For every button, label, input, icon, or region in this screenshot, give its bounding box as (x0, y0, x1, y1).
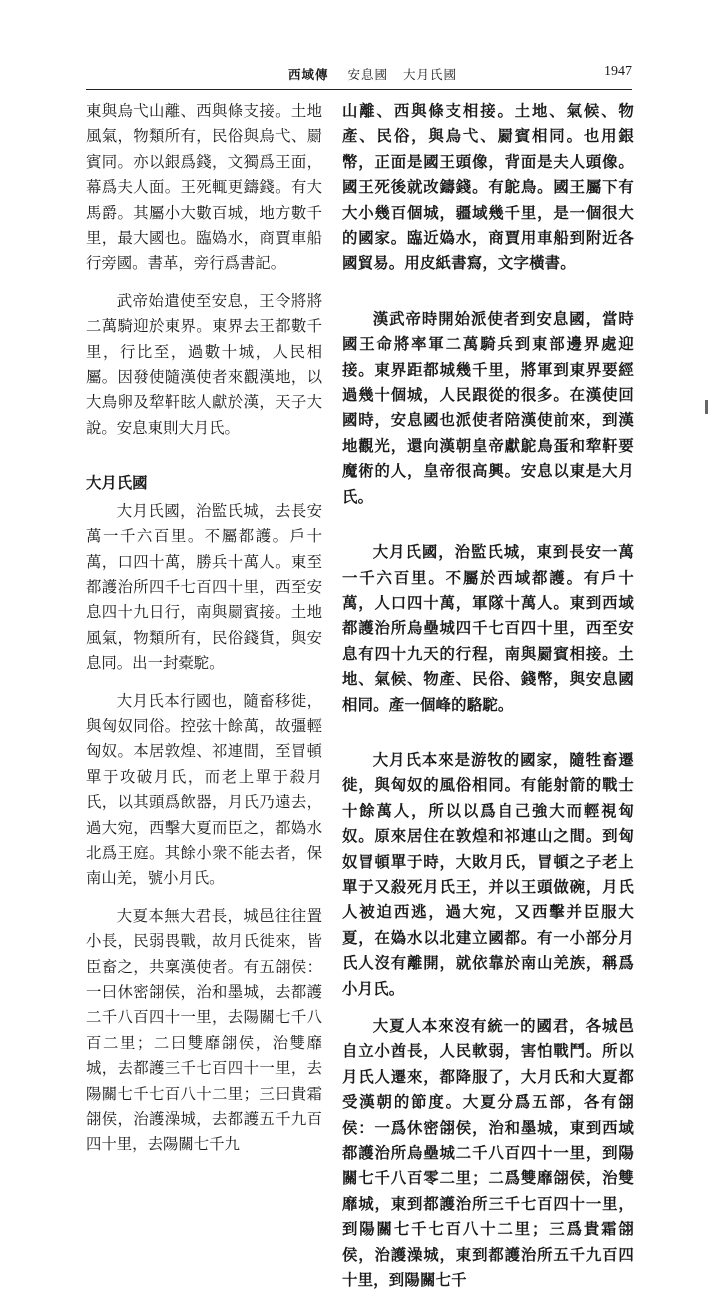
translation-paragraph: 大月氏本來是游牧的國家，隨牲畜遷徙，與匈奴的風俗相同。有能射箭的戰士十餘萬人，所以以爲自己強大而輕視匈奴。原來居住在敦煌和祁連山之間。到匈奴冒頓單于時，大敗月氏，冒頓之子老上單于又殺死月氏王，并以王頭做碗，月氏人被迫西逃，過大宛，又西擊并臣服大夏，在媯水以北建立國都。有一小部分月氏人沒有離開，就依靠於南山羌族，稱爲小月氏。 (342, 750, 634, 998)
header-section-title: 西域傳 (288, 67, 329, 82)
paragraph-gap (86, 677, 322, 689)
page-edge-mark (705, 400, 708, 414)
translation-paragraph: 漢武帝時開始派使者到安息國，當時國王命將率軍二萬騎兵到東部邊界處迎接。東界距都城幾千里，將軍到東界要經過幾十個城，人民跟從的很多。在漢使回國時，安息國也派使者陪漢使前來，到漢地觀光，還向漢朝皇帝獻鴕鳥蛋和犂靬要魔術的人，皇帝很高興。安息以東是大月氏。 (342, 309, 634, 506)
section-heading: 大月氏國 (86, 474, 148, 493)
paragraph-gap (86, 277, 322, 289)
classical-paragraph: 大月氏本行國也，隨畜移徙，與匈奴同俗。控弦十餘萬，故彊輕匈奴。本居敦煌、祁連間，至冒頓單于攻破月氏，而老上單于殺月氏，以其頭爲飲器，月氏乃遠去，過大宛，西擊大夏而臣之，都媯水北爲王庭。其餘小衆不能去者，保南山羌，號小月氏。 (86, 691, 322, 888)
running-title (288, 65, 467, 83)
running-header (86, 56, 632, 90)
classical-paragraph: 武帝始遣使至安息，王令將將二萬騎迎於東界。東界去王都數千里，行比至，過數十城，人民相屬。因發使隨漢使者來觀漢地，以大鳥卵及犂靬眩人獻於漢，天子大說。安息東則大月氏。 (86, 291, 322, 437)
header-item-anxi: 安息國 (347, 67, 389, 82)
translation-paragraph: 大月氏國，治監氏城，東到長安一萬一千六百里。不屬於西域都護。有戶十萬，人口四十萬，軍隊十萬人。東到西域都護治所烏壘城四千七百四十里，西至安息有四十九天的行程，南與罽賓相接。土地、氣候、物產、民俗、錢幣，與安息國相同。產一個峰的駱駝。 (342, 543, 634, 714)
translation-column (342, 99, 634, 1293)
header-rule (86, 89, 632, 90)
classical-paragraph: 東與烏弋山離、西與條支接。土地風氣，物類所有，民俗與烏弋、罽賓同。亦以銀爲錢，文獨爲王面，幕爲夫人面。王死輒更鑄錢。有大馬爵。其屬小大數百城，地方數千里，最大國也。臨媯水，商賈車船行旁國。書革，旁行爲書記。 (86, 102, 322, 273)
paragraph-gap (342, 1002, 634, 1014)
classical-paragraph: 大夏本無大君長，城邑往往置小長，民弱畏戰，故月氏徙來，皆臣畜之，共稟漢使者。有五翖侯：一曰休密翖侯，治和墨城，去都護二千八百四十一里，去陽關七千八百二里；二曰雙靡翖侯，治雙靡城，去都護三千七百四十一里，去陽關七千七百八十二里；三曰貴霜翖侯，治護澡城，去都護五千九百四十里，去陽關七千九 (86, 906, 322, 1154)
page-number: 1947 (604, 64, 632, 79)
section-gap (342, 510, 634, 540)
translation-paragraph: 大夏人本來沒有統一的國君，各城邑自立小酋長，人民軟弱，害怕戰鬥。所以月氏人遷來，都降服了，大月氏和大夏都受漢朝的節度。大夏分爲五部，各有翖侯：一爲休密翖侯，治和墨城，東到西域都護治所烏壘城二千八百四十一里，到陽關七千八百零二里；二爲雙靡翖侯，治雙靡城，東到都護治所三千七百四十一里，到陽關七千七百八十二里；三爲貴霜翖侯，治護澡城，東到都護治所五千九百四十里，到陽關七千 (342, 1017, 634, 1290)
paragraph-gap (86, 892, 322, 904)
paragraph-gap (342, 718, 634, 748)
section-gap (86, 441, 322, 471)
classical-text-column (86, 99, 322, 1158)
header-item-dayuezhi: 大月氏國 (403, 67, 458, 82)
paragraph-gap (342, 277, 634, 307)
translation-paragraph: 山離、西與條支相接。土地、氣候、物產、民俗，與烏弋、罽賓相同。也用銀幣，正面是國王頭像，背面是夫人頭像。國王死後就改鑄錢。有鴕鳥。國王屬下有大小幾百個城，疆域幾千里，是一個很大的國家。臨近媯水，商賈用車船到附近各國貿易。用皮紙書寫，文字橫書。 (342, 102, 634, 273)
classical-paragraph: 大月氏國，治監氏城，去長安萬一千六百里。不屬都護。戶十萬，口四十萬，勝兵十萬人。東至都護治所四千七百四十里，西至安息四十九日行，南與罽賓接。土地風氣，物類所有，民俗錢貨，與安息同。出一封橐駝。 (86, 501, 322, 673)
